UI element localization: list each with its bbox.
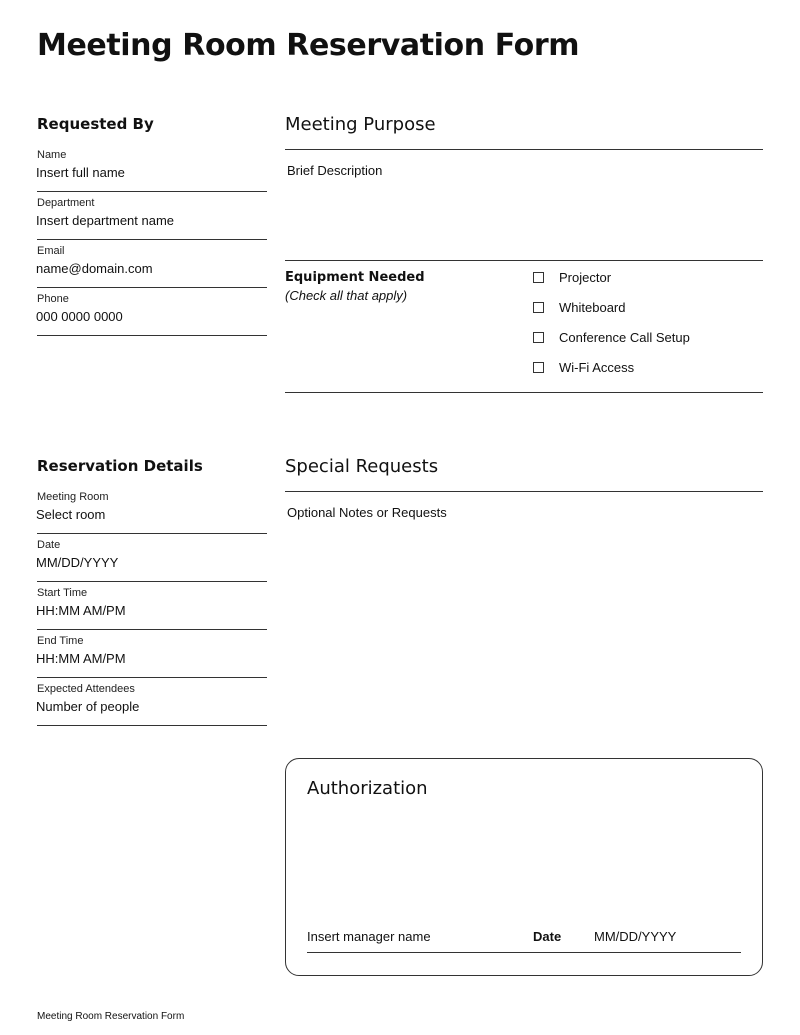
name-field[interactable] — [37, 149, 267, 192]
equipment-divider — [285, 260, 763, 261]
email-input[interactable] — [36, 261, 265, 276]
email-field[interactable] — [37, 245, 267, 288]
special-requests-label: Optional Notes or Requests — [287, 505, 447, 520]
start-time-input[interactable] — [36, 603, 265, 618]
checkbox-label: Projector — [559, 270, 612, 285]
checkbox-label: Conference Call Setup — [559, 330, 690, 345]
checkbox-box[interactable] — [533, 302, 544, 313]
name-input[interactable] — [36, 165, 265, 180]
checkbox-box[interactable] — [533, 272, 544, 283]
end-time-label: End Time — [37, 635, 84, 647]
signature-line — [307, 952, 741, 953]
department-label: Department — [37, 197, 95, 209]
department-input[interactable] — [36, 213, 265, 228]
brief-description-area[interactable] — [285, 180, 763, 258]
equipment-bottom-divider — [285, 392, 763, 393]
equipment-heading: Equipment Needed — [285, 270, 425, 285]
authorization-date-label: Date — [533, 929, 562, 944]
special-requests-area[interactable] — [285, 522, 763, 732]
checkbox-label: Whiteboard — [559, 300, 626, 315]
end-time-field[interactable] — [37, 635, 267, 678]
phone-input[interactable] — [36, 309, 265, 324]
date-label: Date — [37, 539, 61, 551]
brief-description-label: Brief Description — [287, 163, 383, 178]
reservation-details-heading: Reservation Details — [37, 457, 203, 475]
checkbox-label: Wi-Fi Access — [559, 360, 635, 375]
manager-name-field[interactable]: Insert manager name — [307, 929, 431, 944]
authorization-heading: Authorization — [307, 778, 428, 799]
special-requests-heading: Special Requests — [285, 456, 439, 477]
meeting-room-select[interactable] — [36, 507, 265, 522]
name-label: Name — [37, 149, 67, 161]
meeting-purpose-divider — [285, 149, 763, 150]
checkbox-box[interactable] — [533, 332, 544, 343]
checkbox-box[interactable] — [533, 362, 544, 373]
attendees-input[interactable] — [36, 699, 265, 714]
meeting-purpose-heading: Meeting Purpose — [285, 114, 436, 135]
start-time-field[interactable] — [37, 587, 267, 630]
special-requests-divider — [285, 491, 763, 492]
date-input[interactable] — [36, 555, 265, 570]
phone-field[interactable] — [37, 293, 267, 336]
authorization-box — [285, 758, 763, 976]
requested-by-heading: Requested By — [37, 115, 154, 133]
page-title: Meeting Room Reservation Form — [37, 28, 580, 63]
email-label: Email — [37, 245, 65, 257]
phone-label: Phone — [37, 293, 69, 305]
date-field[interactable] — [37, 539, 267, 582]
meeting-room-field[interactable] — [37, 491, 267, 534]
authorization-date-field[interactable]: MM/DD/YYYY — [594, 929, 677, 944]
footer-text: Meeting Room Reservation Form — [37, 1011, 185, 1022]
attendees-label: Expected Attendees — [37, 683, 135, 695]
attendees-field[interactable] — [37, 683, 267, 726]
end-time-input[interactable] — [36, 651, 265, 666]
equipment-note: (Check all that apply) — [285, 288, 408, 303]
meeting-room-label: Meeting Room — [37, 491, 109, 503]
start-time-label: Start Time — [37, 587, 88, 599]
department-field[interactable] — [37, 197, 267, 240]
